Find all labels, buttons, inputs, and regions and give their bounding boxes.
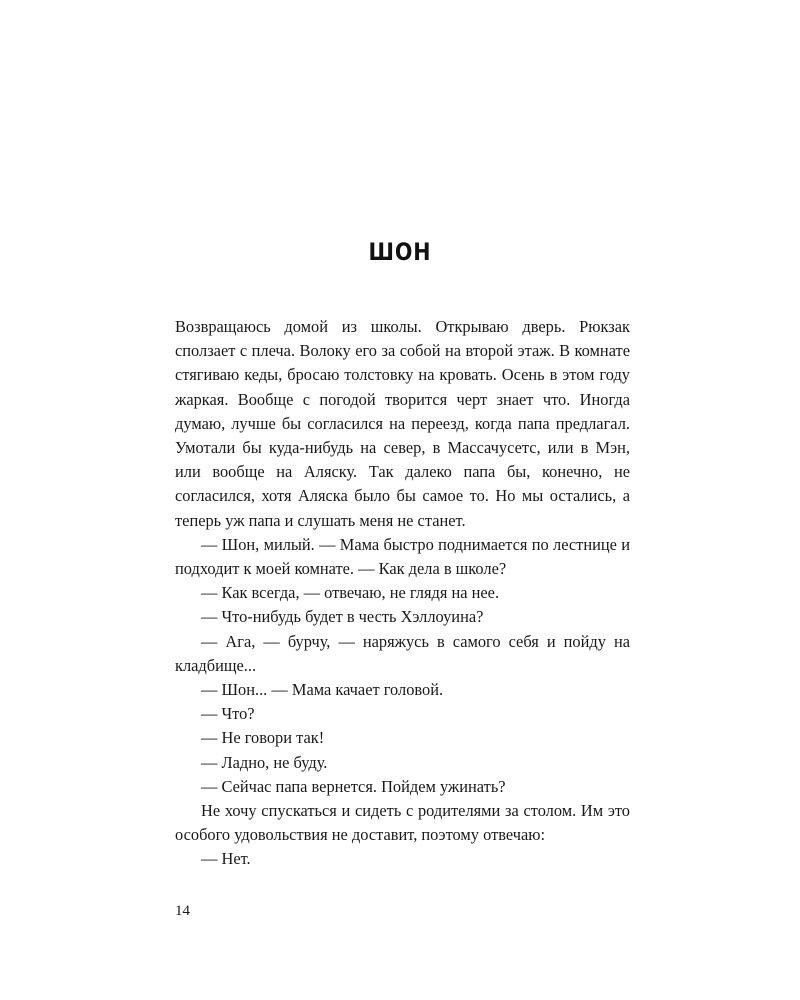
- page-number: 14: [175, 903, 190, 919]
- paragraph: — Что-нибудь будет в честь Хэллоуина?: [201, 607, 484, 627]
- paragraph: — Шон... — Мама качает головой.: [201, 680, 444, 700]
- paragraph: — Ага, — бурчу, — наряжусь в самого себя и пойду на кладбище...: [175, 631, 630, 675]
- paragraph: — Не говори так!: [201, 728, 325, 748]
- chapter-body: [175, 315, 630, 872]
- paragraph: Возвращаюсь домой из школы. Открываю дверь. Рюкзак сползает с плеча. Волоку его за собой на второй этаж. В комнате стягиваю кеды, бросаю толстовку на кровать. Осень в этом году жаркая. Вообще с погодой творится черт знает что. Иногда думаю, лучше бы согласился на переезд, когда папа предлагал. Умотали бы куда-нибудь на север, в Массачусетс, или в Мэн, или вообще на Аляску. Так далеко папа бы, конечно, не согласился, хотя Аляска было бы самое то. Но мы остались, а теперь уж папа и слушать меня не станет.: [175, 317, 630, 530]
- paragraph: — Как всегда, — отвечаю, не глядя на нее.: [201, 583, 500, 603]
- paragraph: — Шон, милый. — Мама быстро поднимается по лестнице и подходит к моей комнате. — Как дела в школе?: [175, 534, 630, 579]
- paragraph: — Сейчас папа вернется. Пойдем ужинать?: [201, 776, 506, 796]
- paragraph: — Ладно, не буду.: [201, 752, 328, 772]
- paragraph: Не хочу спускаться и сидеть с родителями за столом. Им это особого удовольствия не доставит, поэтому отвечаю:: [175, 801, 630, 845]
- chapter-title: ШОН: [368, 238, 432, 266]
- paragraph: — Нет.: [201, 849, 251, 869]
- paragraph: — Что?: [201, 704, 255, 724]
